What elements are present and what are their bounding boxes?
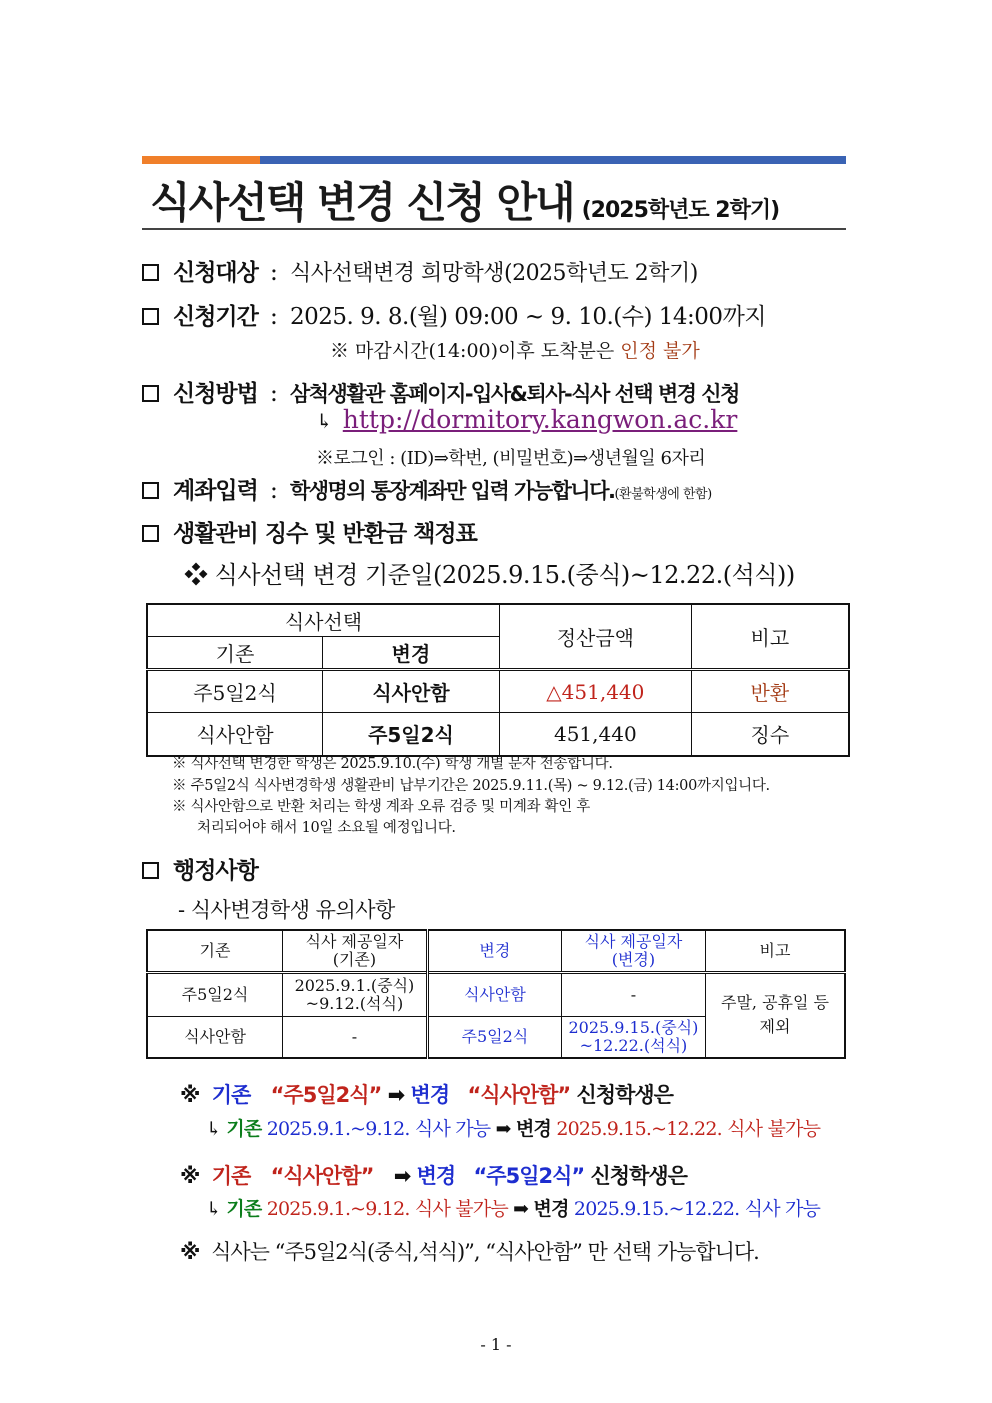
section-method: 신청방법 : 삼척생활관 홈페이지-입사&퇴사-식사 선택 변경 신청	[142, 375, 739, 408]
fee-table-header-amount: 정산금액	[499, 604, 691, 670]
section-value: 식사선택변경 희망학생(2025학년도 2학기)	[289, 261, 698, 286]
checkbox-icon	[142, 385, 159, 402]
fee-table	[146, 603, 850, 757]
rule-1: ※ 기존 “주5일2식” ➡ 변경 “식사안함” 신청학생은	[180, 1083, 673, 1107]
section-value: 학생명의 통장계좌만 입력 가능합니다.	[289, 479, 615, 503]
section-label: 신청방법	[173, 381, 258, 407]
section-label: 생활관비 징수 및 반환금 책정표	[173, 521, 477, 547]
page-number: - 1 -	[480, 1335, 512, 1354]
meal-table-header-before: 기존	[147, 930, 282, 972]
table-row: 주5일2식 2025.9.1.(중식) ~9.12.(석식) 식사안함 - 주말, 공휴일 등 제외	[147, 972, 845, 1016]
rule-2-detail: ↳ 기존 2025.9.1.~9.12. 식사 불가능 ➡ 변경 2025.9.15.~12.22. 식사 가능	[206, 1198, 821, 1220]
section-label: 계좌입력	[173, 478, 258, 504]
right-arrow-icon: ➡	[495, 1118, 511, 1140]
fee-table-header-remark: 비고	[691, 604, 849, 670]
section-label: 신청대상	[173, 260, 258, 286]
return-arrow-icon: ↳	[206, 1198, 222, 1220]
meal-table-header-after-date: 식사 제공일자 (변경)	[561, 930, 705, 972]
return-arrow-icon: ↳	[316, 409, 333, 433]
period-note: ※ 마감시간(14:00)이후 도착분은 인정 불가	[330, 340, 700, 362]
meal-table-header-remark: 비고	[705, 930, 845, 972]
admin-sub: - 식사변경학생 유의사항	[178, 898, 395, 922]
note-refund-cont: 처리되어야 해서 10일 소요될 예정입니다.	[197, 820, 456, 836]
login-note: ※로그인 : (ID)⇒학번, (비밀번호)⇒생년월일 6자리	[316, 448, 706, 469]
checkbox-icon	[142, 525, 159, 542]
note-payment: ※ 주5일2식 식사변경학생 생활관비 납부기간은 2025.9.11.(목) ~ 9.12.(금) 14:00까지입니다.	[172, 778, 770, 794]
note-refund: ※ 식사안함으로 반환 처리는 학생 계좌 오류 검증 및 미계좌 확인 후	[172, 799, 590, 815]
title-divider	[142, 228, 846, 230]
meal-table-header-after: 변경	[427, 930, 561, 972]
fee-table-header-group: 식사선택	[147, 604, 499, 637]
fee-table-header-before: 기존	[147, 637, 322, 670]
meal-table-header-before-date: 식사 제공일자 (기존)	[282, 930, 427, 972]
rule-1-detail: ↳ 기존 2025.9.1.~9.12. 식사 가능 ➡ 변경 2025.9.15.~12.22. 식사 불가능	[206, 1118, 821, 1140]
table-row: 식사안함 주5일2식 451,440 징수	[147, 713, 849, 756]
header-accent-orange	[142, 156, 260, 164]
section-value: 2025. 9. 8.(월) 09:00 ~ 9. 10.(수) 14:00까지	[289, 304, 767, 330]
dormitory-link[interactable]: http://dormitory.kangwon.ac.kr	[342, 405, 738, 434]
section-period: 신청기간 : 2025. 9. 8.(월) 09:00 ~ 9. 10.(수) 14:00까지	[142, 298, 766, 331]
title-sub: (2025학년도 2학기)	[581, 198, 780, 223]
note-sms: ※ 식사선택 변경한 학생은 2025.9.10.(수) 학생 개별 문자 전송합니다.	[172, 756, 613, 772]
checkbox-icon	[142, 482, 159, 499]
section-target: 신청대상 : 식사선택변경 희망학생(2025학년도 2학기)	[142, 254, 698, 287]
section-fee	[142, 515, 477, 548]
title-main: 식사선택 변경 신청 안내	[150, 178, 574, 227]
meal-change-table	[146, 929, 846, 1059]
section-label: 신청기간	[173, 304, 258, 330]
right-arrow-icon: ➡	[393, 1164, 411, 1188]
checkbox-icon	[142, 862, 159, 879]
page-title	[150, 170, 850, 230]
section-value: 삼척생활관 홈페이지-입사&퇴사-식사 선택 변경 신청	[289, 382, 739, 406]
table-row: 주5일2식 식사안함 △451,440 반환	[147, 670, 849, 713]
checkbox-icon	[142, 264, 159, 281]
section-admin	[142, 852, 258, 885]
right-arrow-icon: ➡	[387, 1083, 405, 1107]
rule-2: ※ 기존 “식사안함” ➡ 변경 “주5일2식” 신청학생은	[180, 1164, 687, 1188]
fee-criteria: ❖ 식사선택 변경 기준일(2025.9.15.(중식)~12.22.(석식))	[184, 561, 795, 589]
return-arrow-icon: ↳	[206, 1118, 222, 1140]
method-link-row	[316, 405, 737, 434]
table-row: 식사안함 - 주5일2식 2025.9.15.(중식) ~12.22.(석식)	[147, 1016, 845, 1058]
checkbox-icon	[142, 308, 159, 325]
fee-table-header-after: 변경	[322, 637, 499, 670]
right-arrow-icon: ➡	[513, 1198, 529, 1220]
section-account: 계좌입력 : 학생명의 통장계좌만 입력 가능합니다.(환불학생에 한함)	[142, 472, 712, 505]
rule-3: ※ 식사는 “주5일2식(중식,석식)”, “식사안함” 만 선택 가능합니다.	[180, 1240, 759, 1264]
header-accent-blue	[260, 156, 846, 164]
section-label: 행정사항	[173, 858, 258, 884]
period-note-emphasis: 인정 불가	[620, 340, 700, 362]
account-note: (환불학생에 한함)	[614, 487, 712, 502]
meal-table-remark: 주말, 공휴일 등 제외	[705, 972, 845, 1058]
